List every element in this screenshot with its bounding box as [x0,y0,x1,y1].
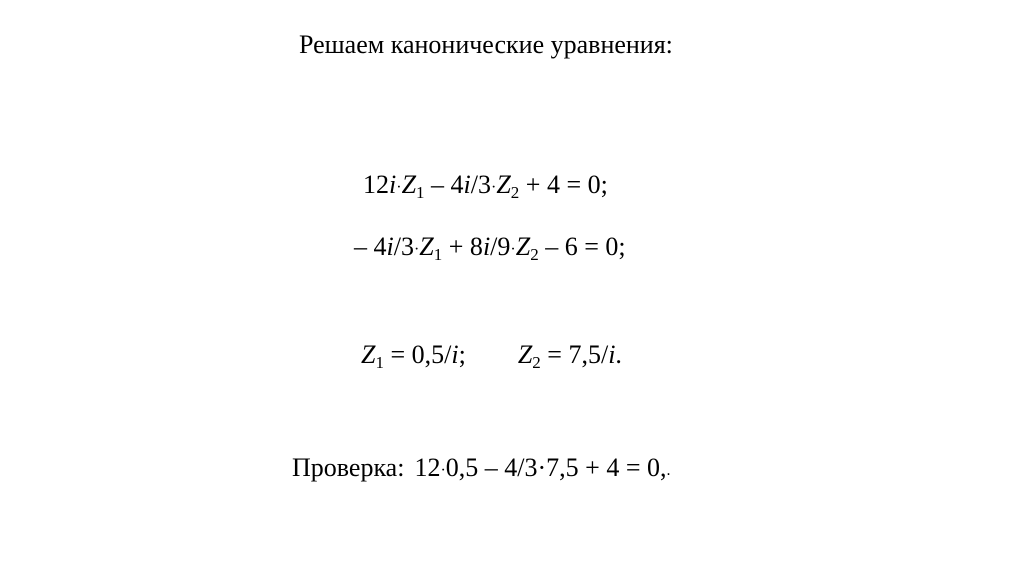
eq1-part: 12 [363,170,389,199]
eq2-dot: · [510,241,516,258]
eq2-part: /9 [490,232,511,261]
solution-line [361,340,622,372]
eq1-var-i: i [389,170,397,199]
check-label: Проверка: [292,453,405,482]
eq2-subscript: 2 [530,245,539,264]
eq1-subscript: 1 [416,183,425,202]
sol-part: . [615,340,622,369]
check-dot: · [440,462,446,479]
eq2-var-z: Z [419,232,434,261]
eq2-part: – 6 = 0; [538,232,626,261]
sol-part: ; [458,340,466,369]
eq1-var-z: Z [496,170,511,199]
eq2-part: /3 [393,232,414,261]
sol-part: = 0,5/ [383,340,452,369]
eq1-var-i: i [463,170,471,199]
check-part: 0,5 – 4/3·7,5 + 4 = 0, [445,453,667,482]
eq2-var-i: i [482,232,491,261]
sol-var-z: Z [517,340,533,369]
eq2-part: – 4 [354,232,387,261]
eq1-subscript: 2 [510,183,520,202]
eq2-part: + 8 [442,232,483,261]
eq1-dot: · [491,179,497,196]
check-line [292,455,671,481]
sol-subscript: 2 [532,353,541,372]
eq2-subscript: 1 [433,245,443,264]
eq2-var-i: i [386,232,394,261]
sol-subscript: 1 [375,353,384,372]
slide-title: Решаем канонические уравнения: [299,30,673,59]
sol-part: = 7,5/ [540,340,609,369]
check-dot: . [666,462,671,479]
sol-var-i: i [608,340,616,369]
eq1-part: /3 [470,170,491,199]
eq1-part: – 4 [424,170,464,199]
eq2-var-z: Z [515,232,531,261]
equation-1 [363,170,608,202]
eq1-dot: · [396,179,402,196]
check-part: 12 [414,453,441,482]
sol-var-z: Z [361,340,376,369]
sol-var-i: i [451,340,459,369]
eq1-part: + 4 = 0; [519,170,608,199]
eq1-var-z: Z [401,170,417,199]
eq2-dot: · [413,241,420,258]
equation-2 [354,232,626,264]
